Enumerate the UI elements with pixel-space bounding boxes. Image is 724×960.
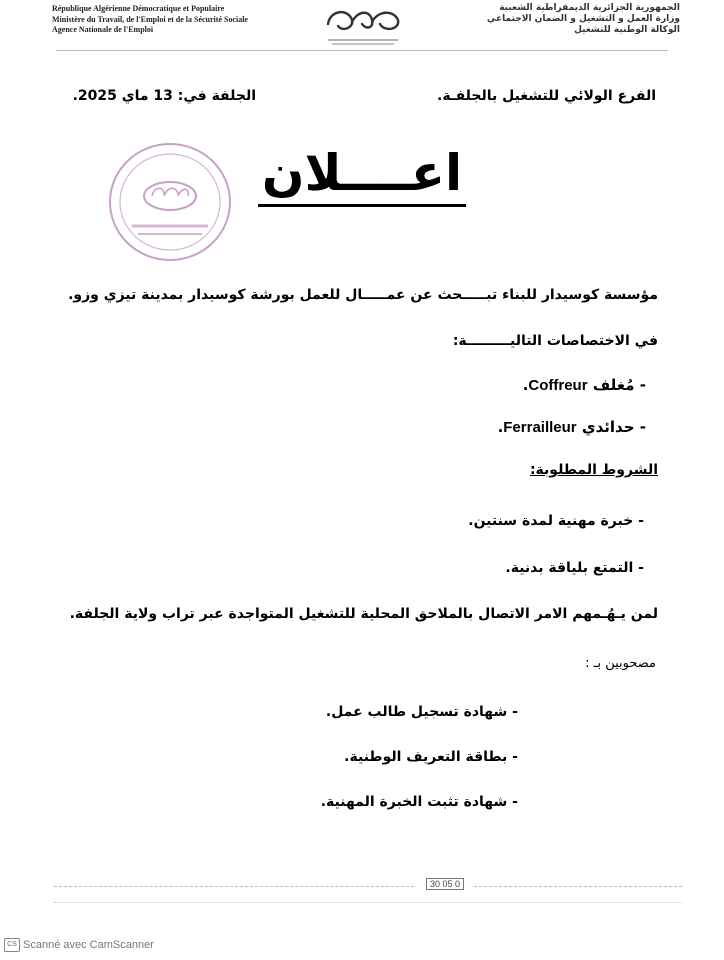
title-text: اعــــلان (258, 142, 466, 207)
header-divider (56, 50, 668, 51)
branch-line: الفرع الولائي للتشغيل بالجلفـة. (437, 88, 656, 104)
footer-stamp: 30 05 0 (426, 878, 464, 890)
conditions-label: الشروط المطلوبة: (529, 462, 658, 478)
specialty-item: - حدائدي Ferrailleur. (497, 418, 646, 436)
camscanner-text: Scanné avec CamScanner (23, 939, 154, 951)
specialty-ar: مُغلف (592, 376, 635, 394)
header-french (52, 4, 248, 36)
header-ar-line: الوكالة الوطنية للتشغيل (574, 25, 680, 35)
attachment-text: بطاقة التعريف الوطنية. (344, 749, 508, 765)
anem-logo (318, 2, 408, 48)
header-arabic (487, 3, 680, 36)
attachments-label: مصحوبين بـ : (585, 656, 656, 671)
specialty-item: - مُغلف Coffreur. (522, 376, 646, 394)
attachment-item: - بطاقة التعريف الوطنية. (344, 749, 518, 765)
contact-paragraph: لمن يـهُـمهم الامر الاتصال بالملاحق المحلية للتشغيل المتواجدة عبر تراب ولاية الجلفة. (69, 606, 658, 622)
specialty-ar: حدائدي (581, 418, 635, 436)
header-fr-line: République Algérienne Démocratique et Populaire (52, 4, 225, 13)
specialty-fr: Ferrailleur (503, 419, 577, 436)
footer-rule-right (474, 886, 682, 887)
attachment-text: شهادة تسجيل طالب عمل. (325, 704, 508, 720)
attachment-item: - شهادة تثبت الخبرة المهنية. (320, 794, 518, 810)
header-fr-line: Ministère du Travail, de l'Emploi et de la Sécurité Sociale (52, 14, 248, 24)
camscanner-icon: CS (4, 938, 20, 952)
attachment-text: شهادة تثبت الخبرة المهنية. (320, 794, 508, 810)
condition-item: - التمتع بلياقة بدنية. (505, 560, 644, 576)
header-ar-line: الجمهورية الجزائرية الديمقراطية الشعبية (499, 3, 680, 13)
condition-text: التمتع بلياقة بدنية. (505, 560, 634, 576)
header-fr-line: Agence Nationale de l'Emploi (52, 25, 154, 34)
page-title (0, 142, 724, 207)
specialty-fr: Coffreur (528, 377, 588, 394)
date-line: الجلفة في: 13 ماي 2025. (72, 88, 256, 104)
intro-paragraph: مؤسسة كوسيدار للبناء تبـــــحث عن عمـــــال للعمل بورشة كوسيدار بمدينة تيزي وزو. (68, 287, 658, 303)
camscanner-watermark (4, 938, 154, 952)
attachment-item: - شهادة تسجيل طالب عمل. (325, 704, 518, 720)
footer-address-line (54, 902, 682, 903)
footer-rule-left (54, 886, 414, 887)
condition-text: خبرة مهنية لمدة سنتين. (468, 513, 634, 529)
condition-item: - خبرة مهنية لمدة سنتين. (468, 513, 644, 529)
specialties-label: في الاختصاصات التاليـــــــــة: (452, 333, 658, 349)
header-ar-line: وزارة العمل و التشغيل و الضمان الاجتماعي (486, 14, 680, 24)
